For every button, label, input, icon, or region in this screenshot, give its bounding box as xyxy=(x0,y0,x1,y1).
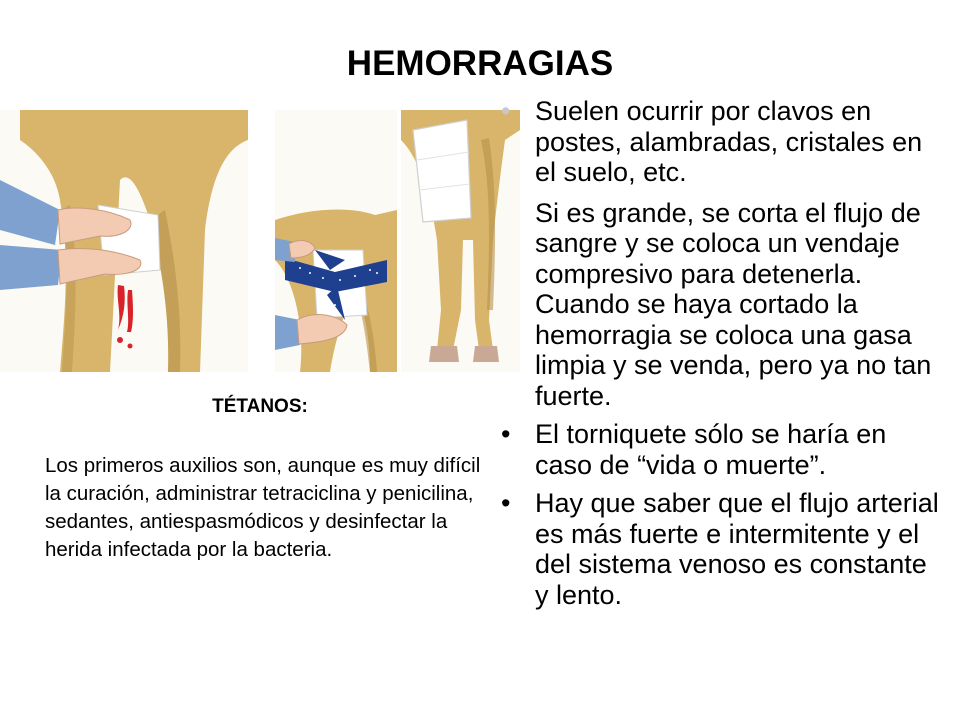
bullet-item xyxy=(495,488,945,610)
bullet-list xyxy=(495,96,945,610)
bullet-dot: • xyxy=(501,488,511,518)
bullet-text: Suelen ocurrir por clavos en postes, alambradas, cristales en el suelo, etc. xyxy=(535,96,923,187)
horse-leg-bandage-tie-icon xyxy=(275,110,397,372)
bullet-text: El torniquete sólo se haría en caso de “vida o muerte”. xyxy=(535,419,887,480)
tetanos-heading: TÉTANOS: xyxy=(212,396,308,417)
bullet-text: Hay que saber que el flujo arterial es más fuerte e intermitente y el del sistema venoso es constante y lento. xyxy=(535,488,939,610)
bullet-dot: • xyxy=(501,419,511,449)
illustration-panel-hand-pressure xyxy=(0,110,248,372)
bullet-item xyxy=(495,96,945,188)
tetanos-text: Los primeros auxilios son, aunque es muy difícil la curación, administrar tetraciclina y penicilina, sedantes, antiespasmódicos y desinfectar la herida infectada por la bacteria. xyxy=(45,454,481,561)
illustration-panel-bandage-tie xyxy=(275,110,397,372)
horse-leg-hand-pressure-icon xyxy=(0,110,248,372)
bullet-item xyxy=(495,419,945,480)
bullet-item xyxy=(495,198,945,412)
bullet-text: Si es grande, se corta el flujo de sangre y se coloca un vendaje compresivo para detenerla. Cuando se haya cortado la hemorragia se coloca una gasa limpia y se venda, pero ya no tan fuerte. xyxy=(535,197,932,411)
slide-title: HEMORRAGIAS xyxy=(346,44,614,83)
bullet-dot: • xyxy=(501,96,511,126)
